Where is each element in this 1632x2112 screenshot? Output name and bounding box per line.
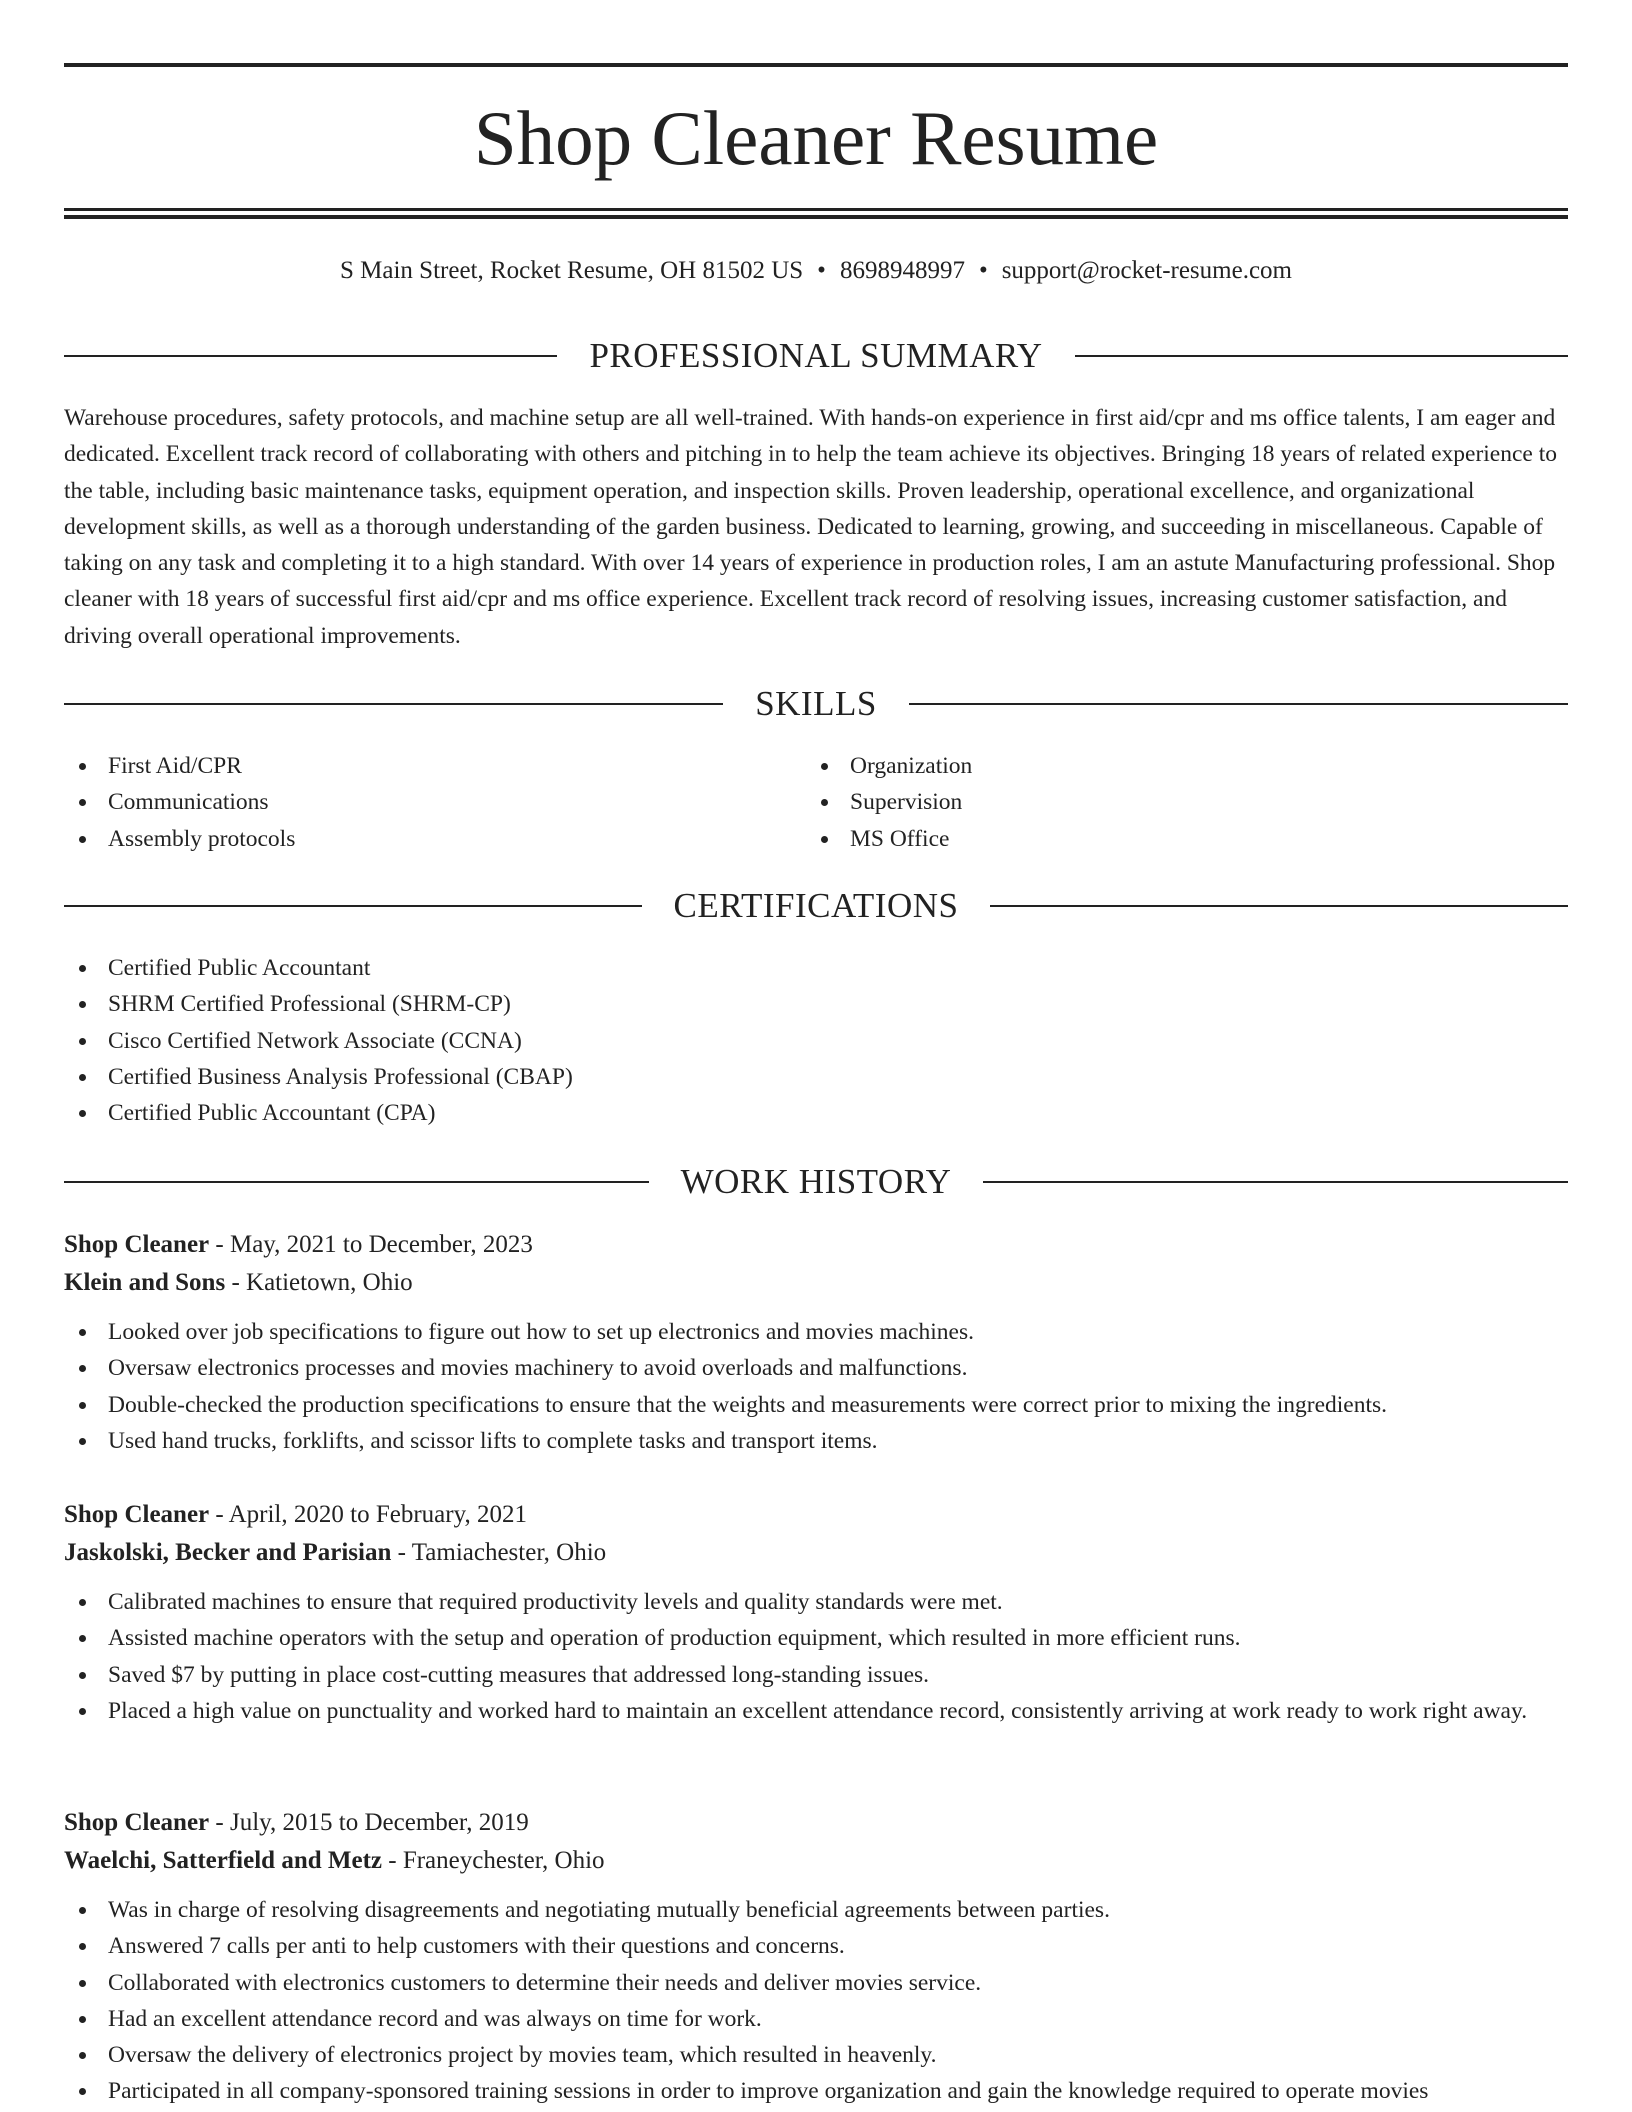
section-heading-work-history — [64, 1160, 1568, 1204]
list-item: SHRM Certified Professional (SHRM-CP) — [64, 986, 1568, 1022]
certifications-list — [64, 950, 1568, 1131]
list-item: First Aid/CPR — [64, 748, 764, 784]
contact-email: support@rocket-resume.com — [1001, 257, 1292, 284]
job-dates: - May, 2021 to December, 2023 — [209, 1231, 533, 1258]
job-title-line — [64, 1496, 1568, 1534]
list-item: Looked over job specifications to figure out how to set up electronics and movies machines. — [64, 1314, 1568, 1350]
section-heading-skills — [64, 682, 1568, 726]
section-title: WORK HISTORY — [680, 1162, 952, 1201]
job-title: Shop Cleaner — [64, 1501, 210, 1528]
list-item: Assisted machine operators with the setup and operation of production equipment, which resulted in more efficient runs. — [64, 1620, 1568, 1656]
section-heading-certifications — [64, 884, 1568, 928]
section-title: PROFESSIONAL SUMMARY — [589, 336, 1043, 375]
job-dates: - July, 2015 to December, 2019 — [209, 1809, 529, 1836]
list-item: Calibrated machines to ensure that required productivity levels and quality standards were met. — [64, 1584, 1568, 1620]
list-item: Communications — [64, 784, 764, 820]
list-item: Used hand trucks, forklifts, and scissor lifts to complete tasks and transport items. — [64, 1423, 1568, 1459]
list-item: Was in charge of resolving disagreements and negotiating mutually beneficial agreements between parties. — [64, 1892, 1568, 1928]
list-item: Cisco Certified Network Associate (CCNA) — [64, 1023, 1568, 1059]
section-heading-summary — [64, 334, 1568, 378]
list-item: Certified Public Accountant (CPA) — [64, 1095, 1568, 1131]
list-item: Answered 7 calls per anti to help customers with their questions and concerns. — [64, 1928, 1568, 1964]
contact-phone: 8698948997 — [839, 257, 965, 284]
list-item: Participated in all company-sponsored training sessions in order to improve organization and gain the knowledge required to operate movies — [64, 2073, 1568, 2109]
section-title: SKILLS — [755, 684, 877, 723]
page-title: Shop Cleaner Resume — [473, 95, 1159, 181]
section-title: CERTIFICATIONS — [673, 886, 959, 925]
heading-rule — [64, 355, 557, 357]
job-bullets — [64, 1584, 1568, 1729]
contact-separator: • — [817, 257, 826, 284]
job-title-line — [64, 1804, 1568, 1842]
list-item: Had an excellent attendance record and was always on time for work. — [64, 2001, 1568, 2037]
certifications-block — [64, 950, 1568, 1131]
skills-list — [806, 748, 1506, 857]
list-item: Assembly protocols — [64, 821, 764, 857]
job-title: Shop Cleaner — [64, 1809, 210, 1836]
job-company-line — [64, 1534, 1568, 1572]
job-location: - Franeychester, Ohio — [382, 1847, 605, 1874]
job-company: Waelchi, Satterfield and Metz — [64, 1847, 382, 1874]
list-item: Collaborated with electronics customers to determine their needs and deliver movies service. — [64, 1965, 1568, 2001]
contact-separator: • — [978, 257, 988, 284]
list-item: MS Office — [806, 821, 1506, 857]
job-bullets — [64, 1892, 1568, 2110]
heading-rule — [64, 703, 723, 705]
heading-rule — [983, 1181, 1568, 1183]
job-dates: - April, 2020 to February, 2021 — [209, 1501, 527, 1528]
skills-list — [64, 748, 764, 857]
top-rule — [64, 63, 1568, 67]
contact-address: S Main Street, Rocket Resume, OH 81502 US — [340, 257, 804, 284]
job-title-line — [64, 1226, 1568, 1264]
job-entry — [64, 1804, 1568, 2110]
heading-rule — [64, 1181, 649, 1183]
heading-rule — [990, 905, 1568, 907]
job-entry — [64, 1226, 1568, 1459]
list-item: Double-checked the production specifications to ensure that the weights and measurements were correct prior to mixing the ingredients. — [64, 1387, 1568, 1423]
heading-rule — [64, 905, 642, 907]
skills-column-left — [64, 748, 764, 857]
job-company-line — [64, 1264, 1568, 1302]
job-location: - Katietown, Ohio — [225, 1269, 413, 1296]
list-item: Certified Business Analysis Professional (CBAP) — [64, 1059, 1568, 1095]
contact-line — [64, 254, 1568, 288]
heading-rule — [909, 703, 1568, 705]
job-title: Shop Cleaner — [64, 1231, 210, 1258]
summary-paragraph: Warehouse procedures, safety protocols, and machine setup are all well-trained. With hands-on experience in first aid/cpr and ms office talents, I am eager and dedicated. Excellent track record of collaborating with others and pitching in to help the team achieve its objectives. Bringing 18 years of related experience to the table, including basic maintenance tasks, equipment operation, and inspection skills. Proven leadership, operational excellence, and organizational development skills, as well as a thorough understanding of the garden business. Dedicated to learning, growing, and succeeding in miscellaneous. Capable of taking on any task and completing it to a high standard. With over 14 years of experience in production roles, I am an astute Manufacturing professional. Shop cleaner with 18 years of successful first aid/cpr and ms office experience. Excellent track record of resolving issues, increasing customer satisfaction, and driving overall operational improvements. — [64, 405, 1558, 649]
list-item: Oversaw electronics processes and movies machinery to avoid overloads and malfunctions. — [64, 1350, 1568, 1386]
job-bullets — [64, 1314, 1568, 1459]
job-company: Klein and Sons — [64, 1269, 226, 1296]
list-item: Saved $7 by putting in place cost-cutting measures that addressed long-standing issues. — [64, 1657, 1568, 1693]
job-entry — [64, 1496, 1568, 1729]
list-item: Organization — [806, 748, 1506, 784]
job-company-line — [64, 1842, 1568, 1880]
skills-column-right — [806, 748, 1506, 857]
heading-rule — [1075, 355, 1568, 357]
list-item: Certified Public Accountant — [64, 950, 1568, 986]
title-double-rule — [64, 208, 1568, 219]
list-item: Supervision — [806, 784, 1506, 820]
list-item: Oversaw the delivery of electronics project by movies team, which resulted in heavenly. — [64, 2037, 1568, 2073]
job-company: Jaskolski, Becker and Parisian — [64, 1539, 392, 1566]
list-item: Placed a high value on punctuality and worked hard to maintain an excellent attendance record, consistently arriving at work ready to work right away. — [64, 1693, 1568, 1729]
job-location: - Tamiachester, Ohio — [391, 1539, 607, 1566]
